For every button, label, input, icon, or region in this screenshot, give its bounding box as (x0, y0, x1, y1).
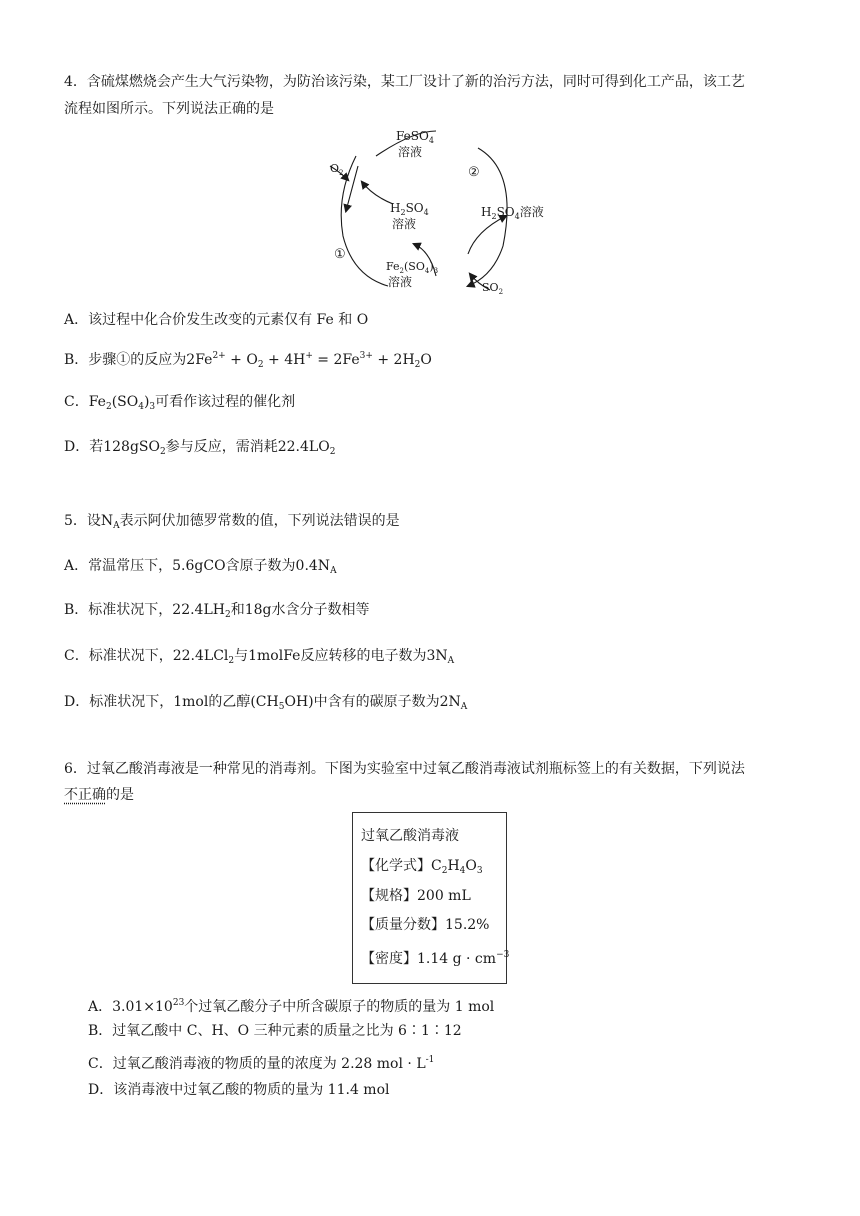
q4-option-b: B．步骤①的反应为$2Fe^{2+} + O_2 + 4H^+ = 2Fe^{3+} + 2H_2O$ (64, 351, 432, 370)
q6-emphasis-not-correct: 不正确 (64, 787, 106, 803)
q4-stem-line2: 流程如图所示。下列说法正确的是 (64, 101, 274, 117)
q5-option-c: C．标准状况下，22.4LCl$_2$与1molFe反应转移的电子数为$3N_A$ (64, 648, 455, 666)
q6-option-b: B．过氧乙酸中 C、H、O 三种元素的质量之比为 6∶1∶12 (88, 1023, 462, 1039)
q4-option-a: A．该过程中化合价发生改变的元素仅有 Fe 和 O (64, 312, 369, 328)
feso4-solution-label: 溶液 (398, 145, 423, 159)
h2so4-out-label: $H_2SO_4$溶液 (481, 205, 544, 221)
h2so4-out-arrow (468, 216, 506, 254)
fe2so43-label: $Fe_2(SO_4)_3$ (386, 260, 439, 275)
q6-stem-line2: 不正确的是 (64, 787, 134, 803)
label-title: 过氧乙酸消毒液 (361, 828, 459, 844)
so2-label: $SO_2$ (482, 281, 504, 296)
h2so4-in-arrow-up (362, 182, 393, 204)
label-mass-fraction: 【质量分数】15.2% (361, 917, 490, 933)
q4-option-c: C．$Fe_2(SO_4)_3$可看作该过程的催化剂 (64, 394, 296, 412)
q4-b-equation: $2Fe^{2+} + O_2 + 4H^+ = 2Fe^{3+} + 2H_2O$ (186, 351, 432, 370)
process-flow-diagram (318, 126, 558, 302)
cycle-arc-left (341, 156, 388, 286)
feso4-label: FeSO$_4$ (396, 129, 434, 145)
q4-stem-line1: 4．含硫煤燃烧会产生大气污染物，为防治该污染，某工厂设计了新的治污方法，同时可得到化工产品，该工艺 (64, 74, 745, 90)
q6-option-a: A．$3.01\times 10^{23}$个过氧乙酸分子中所含碳原子的物质的量为 1 mol (88, 998, 495, 1015)
h2so4-inner-label: $H_2SO_4$ (390, 201, 429, 217)
q6-option-d: D．该消毒液中过氧乙酸的物质的量为 11.4 mol (88, 1082, 390, 1098)
q6-option-c: C．过氧乙酸消毒液的物质的量的浓度为 2.28 mol · $L^{-1}$ (88, 1055, 435, 1072)
q5-option-d: D．标准状况下，1mol的乙醇$(CH_5OH)$中含有的碳原子数为$2N_A$ (64, 694, 468, 712)
q6-stem-line1: 6．过氧乙酸消毒液是一种常见的消毒剂。下图为实验室中过氧乙酸消毒液试剂瓶标签上的有关数据，下列说法 (64, 761, 745, 777)
step2-label: ② (468, 165, 480, 180)
q4-c-formula: $Fe_2(SO_4)_3$ (88, 394, 156, 412)
label-formula: 【化学式】$C_2H_4O_3$ (361, 858, 483, 876)
cycle-arrow-down (346, 166, 358, 211)
o2-label: $O_2$ (330, 162, 344, 177)
h2so4-inner-solution-label: 溶液 (392, 217, 417, 231)
q5-option-b: B．标准状况下，$22.4LH_2$和18g水含分子数相等 (64, 602, 370, 620)
label-density: 【密度】1.14 $g \cdot cm^{-3}$ (361, 950, 510, 967)
fe2so43-solution-label: 溶液 (388, 275, 413, 289)
q5-option-a: A．常温常压下，5.6gCO含原子数为$0.4N_A$ (64, 558, 337, 576)
step1-label: ① (334, 247, 346, 262)
label-spec: 【规格】200 mL (361, 888, 471, 904)
q4-option-d: D．若128gSO$_2$参与反应，需消耗$22.4LO_2$ (64, 439, 336, 457)
reagent-label-box (352, 812, 510, 984)
q5-stem: 5．设$N_A$表示阿伏加德罗常数的值，下列说法错误的是 (64, 513, 400, 531)
